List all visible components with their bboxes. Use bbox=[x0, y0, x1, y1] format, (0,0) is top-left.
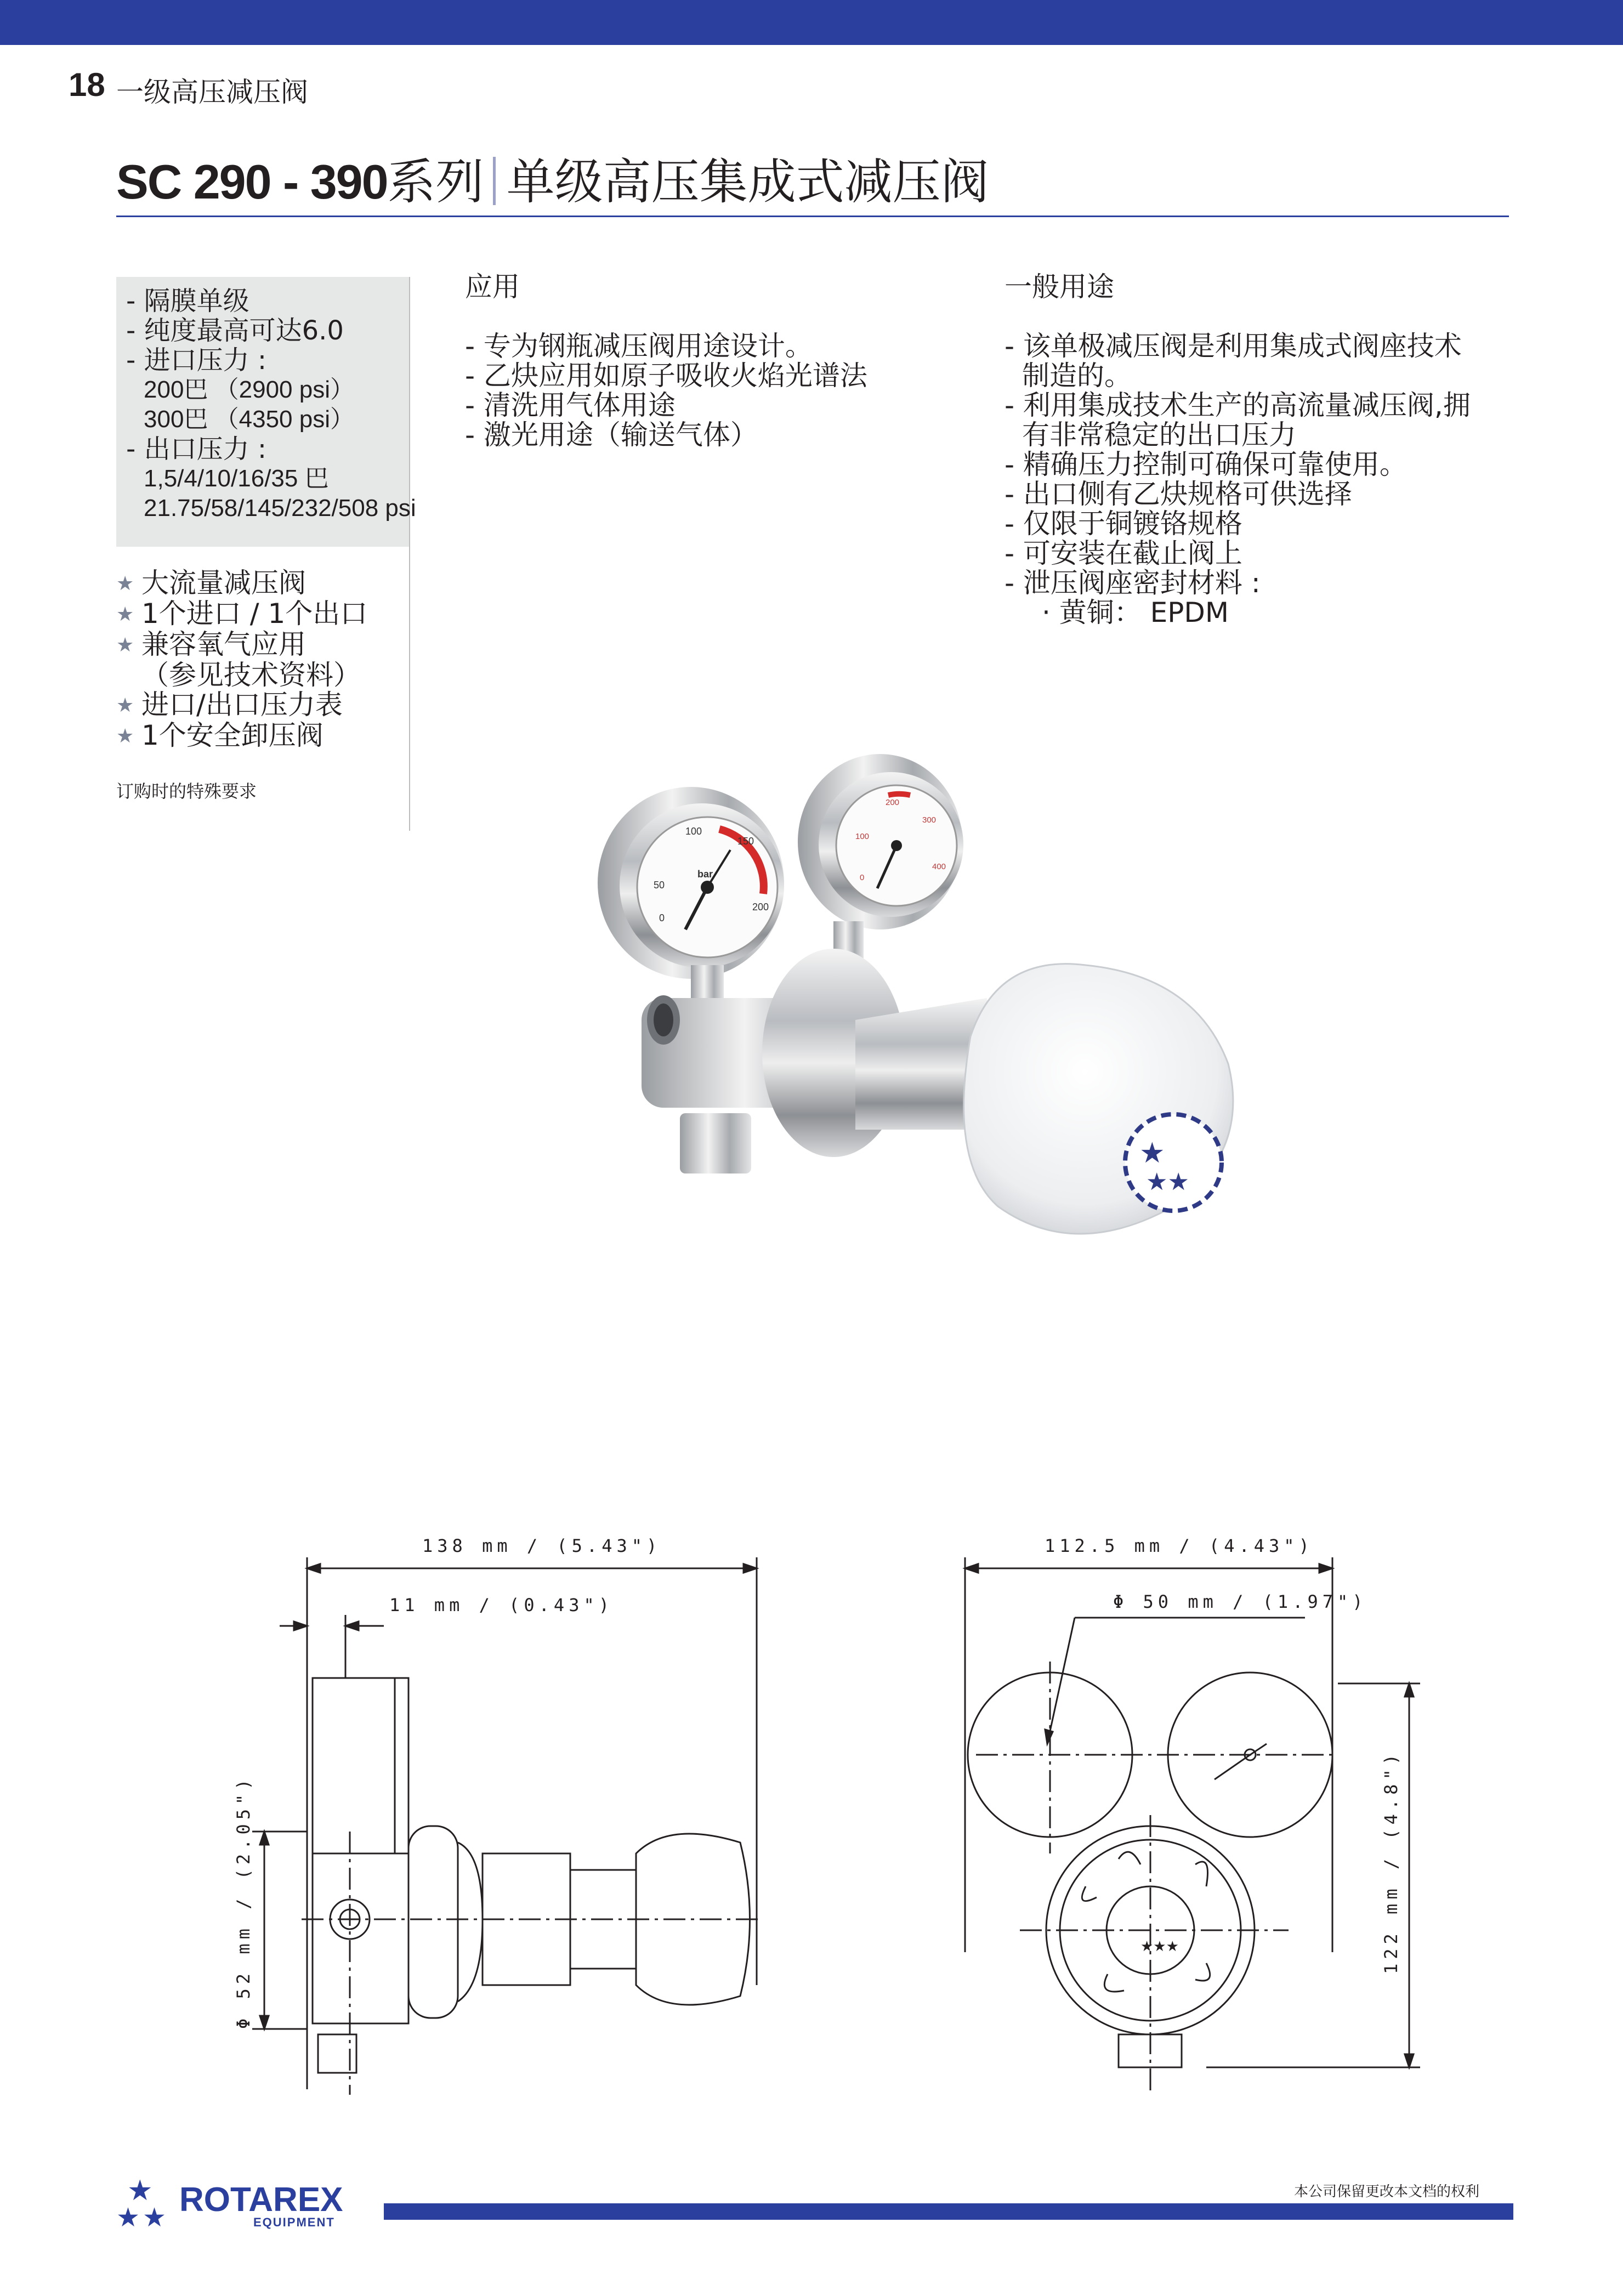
application-heading: 应用 bbox=[465, 271, 520, 303]
title-separator bbox=[493, 157, 496, 205]
spec-item: - 出口压力 : bbox=[126, 434, 267, 464]
general-item: - 仅限于铜镀铬规格 bbox=[1005, 508, 1242, 540]
gauge-tick: 200 bbox=[752, 902, 769, 912]
gauge-unit: bar bbox=[697, 869, 713, 880]
star-icon: ★ bbox=[116, 572, 134, 595]
dim-front-total-width: 112.5 mm / (4.43") bbox=[1045, 1535, 1314, 1556]
copyright-note: 本公司保留更改本文档的权利 bbox=[1294, 2184, 1480, 2200]
gauge-tick: 400 bbox=[932, 862, 946, 871]
application-item: - 专为钢瓶减压阀用途设计。 bbox=[465, 330, 813, 362]
footer-band bbox=[384, 2203, 1513, 2220]
page-number: 18 bbox=[69, 66, 105, 103]
application-item: - 激光用途（输送气体） bbox=[465, 419, 758, 451]
application-column bbox=[465, 272, 867, 450]
star-icon: ★ bbox=[1139, 1137, 1165, 1170]
dim-front-height: 122 mm / (4.8") bbox=[1381, 1750, 1401, 1974]
title-model: SC 290 - 390 bbox=[116, 155, 388, 209]
spec-item: - 隔膜单级 bbox=[126, 286, 249, 316]
spec-item: - 纯度最高可达6.0 bbox=[126, 315, 344, 346]
inlet-gauge bbox=[598, 787, 784, 979]
gauge-tick: 0 bbox=[860, 873, 865, 882]
regulator-photo bbox=[526, 713, 1261, 1365]
star-icon: ★ bbox=[116, 2202, 140, 2232]
section-title: 一级高压减压阀 bbox=[116, 76, 308, 108]
general-item: · 黄铜： EPDM bbox=[1042, 597, 1229, 628]
star-icon: ★ bbox=[116, 634, 134, 656]
feature-item: ★ 进口/出口压力表 bbox=[116, 689, 343, 721]
spec-item: 200巴 （2900 psi） bbox=[144, 376, 354, 403]
spec-item: - 进口压力 : bbox=[126, 345, 267, 376]
star-icon: ★ bbox=[127, 2174, 153, 2207]
brand-name: ROTAREX bbox=[179, 2181, 343, 2219]
title-description: 单级高压集成式减压阀 bbox=[506, 154, 989, 210]
feature-item: ★ 大流量减压阀 bbox=[116, 567, 306, 599]
feature-item: ★ 兼容氧气应用 bbox=[116, 628, 306, 660]
feature-item: ★ 1个安全卸压阀 bbox=[116, 719, 324, 751]
star-icon: ★ bbox=[116, 725, 134, 747]
adjusting-knob bbox=[964, 964, 1233, 1234]
star-icon: ★ bbox=[116, 694, 134, 717]
gauge-tick: 100 bbox=[685, 826, 702, 837]
application-item: - 清洗用气体用途 bbox=[465, 389, 676, 421]
special-order-note: 订购时的特殊要求 bbox=[116, 781, 257, 802]
general-item: - 可安装在截止阀上 bbox=[1005, 537, 1242, 569]
dim-side-total-width: 138 mm / (5.43") bbox=[422, 1535, 662, 1556]
dim-front-gauge-diameter: Φ 50 mm / (1.97") bbox=[1113, 1591, 1367, 1612]
gauge-tick: 0 bbox=[659, 912, 665, 923]
dim-side-diameter: Φ 52 mm / (2.05") bbox=[233, 1775, 254, 2029]
general-item: - 精确压力控制可确保可靠使用。 bbox=[1005, 449, 1407, 480]
feature-list bbox=[116, 568, 367, 751]
top-band bbox=[0, 0, 1623, 45]
spec-item: 300巴 （4350 psi） bbox=[144, 406, 354, 433]
star-icon: ★ bbox=[143, 2202, 167, 2232]
general-item: - 泄压阀座密封材料 : bbox=[1005, 567, 1261, 599]
general-item: - 利用集成技术生产的高流量减压阀,拥 bbox=[1005, 389, 1471, 421]
gauge-tick: 300 bbox=[922, 815, 937, 825]
rotarex-logo bbox=[116, 2172, 374, 2232]
feature-item: （参见技术资料） bbox=[141, 659, 361, 691]
general-item: 制造的。 bbox=[1022, 360, 1132, 392]
application-item: - 乙炔应用如原子吸收火焰光谱法 bbox=[465, 360, 867, 392]
gauge-tick: 50 bbox=[654, 880, 665, 891]
title-rule bbox=[116, 216, 1509, 217]
dim-side-offset: 11 mm / (0.43") bbox=[389, 1595, 614, 1615]
title-series: 系列 bbox=[387, 154, 484, 210]
general-column bbox=[1005, 272, 1471, 627]
spec-list bbox=[126, 286, 416, 523]
brand-subtitle: EQUIPMENT bbox=[253, 2215, 335, 2229]
gauge-tick: 150 bbox=[737, 836, 754, 847]
gauge-tick: 200 bbox=[886, 798, 900, 807]
general-item: - 该单极减压阀是利用集成式阀座技术 bbox=[1005, 330, 1462, 362]
star-icon: ★ bbox=[116, 603, 134, 626]
outlet-gauge bbox=[798, 754, 963, 929]
gauge-tick: 100 bbox=[855, 832, 870, 841]
star-icon: ★★ bbox=[1146, 1168, 1189, 1196]
spec-item: 1,5/4/10/16/35 巴 bbox=[144, 465, 329, 492]
technical-drawing bbox=[219, 1513, 1448, 2117]
feature-item: ★ 1个进口 / 1个出口 bbox=[116, 598, 368, 630]
page-title bbox=[116, 144, 989, 213]
general-heading: 一般用途 bbox=[1005, 271, 1114, 303]
star-icon: ★★★ bbox=[1140, 1938, 1179, 1955]
general-item: 有非常稳定的出口压力 bbox=[1022, 419, 1296, 451]
spec-item: 21.75/58/145/232/508 psi bbox=[144, 495, 416, 521]
general-item: - 出口侧有乙炔规格可供选择 bbox=[1005, 478, 1352, 510]
